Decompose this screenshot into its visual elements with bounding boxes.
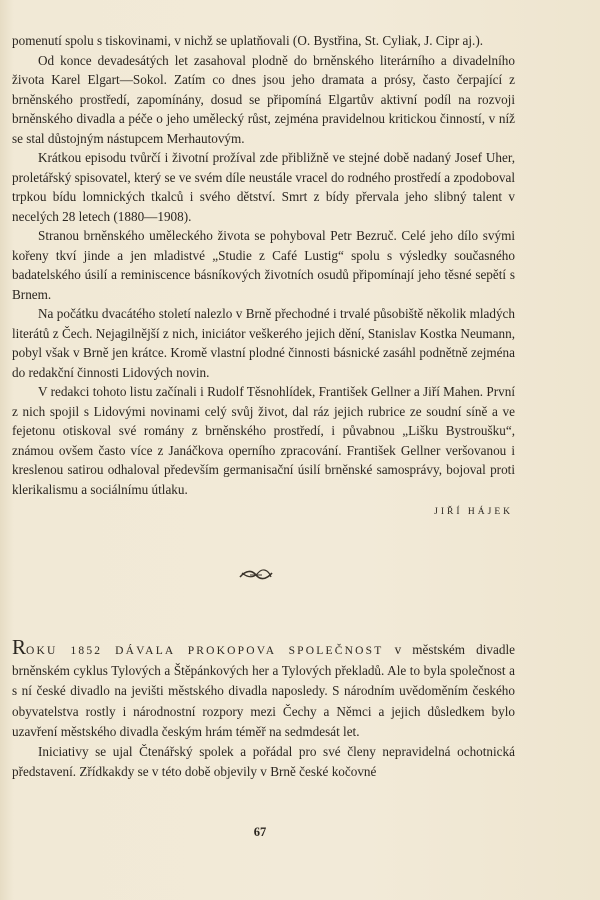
page-number: 67 [253, 825, 267, 839]
paragraph-5: Na počátku dvacátého století nalezlo v Brně přechodné i trvalé působiště několik mladých literátů z Čech. Nejagilnější z nich, iniciátor veškerého jejich dění, Stanislav Kostka Neumann, pobyl však v Brně jen krátce. Kromě vlastní plodné činnosti básnické zasáhl podnětně zejména do redakční činnosti Lidových novin. [12, 306, 515, 380]
article-hajek [12, 31, 515, 523]
lead-text: v městském divadle brněnském cyklus Tylových a Štěpánkových her a Tylových překladů. Ale to byla společnost a s ní české divadlo na jevišti městského divadla naposledy. S národním uvědoměním českého obyvatelstva rostly i národnostní rozpory mezi Čechy a Němci a jejich důsledkem bylo uzavření městského divadla českým hrám téměř na sedmdesát let. [12, 642, 515, 739]
paragraph-6: V redakci tohoto listu začínali i Rudolf Těsnohlídek, František Gellner a Jiří Mahen. První z nich spojil s Lidovými novinami celý svůj život, dal ráz jejich rubrice ze soudní síně a ve fejetonu otiskoval své romány z brněnského prostředí, i půvabnou „Lišku Bystroušku“, známou ovšem často více z Janáčkova operního zpracování. František Gellner veršovanou i kreslenou satirou odhaloval především germanisační úsilí brněnské samosprávy, bojoval proti klerikalismu a sociálnímu útlaku. [12, 384, 515, 497]
paragraph-1: pomenutí spolu s tiskovinami, v nichž se uplatňovali (O. Bystřina, St. Cyliak, J. Cipr aj.). [12, 33, 484, 48]
article-theatre [12, 635, 515, 782]
drop-cap: R [12, 635, 27, 659]
paragraph-3: Krátkou episodu tvůrčí i životní prožíval zde přibližně ve stejné době nadaný Josef Uher, proletářský spisovatel, který se ve svém díle neustále vracel do rodného prostředí a zpodoboval trpkou bídu lomnických tkalců i svého dětství. Smrt z bídy přervala jeho slibný talent v necelých 28 letech (1880—1908). [12, 150, 515, 224]
lead-paragraph [12, 635, 515, 742]
paragraph-2: Od konce devadesátých let zasahoval plodně do brněnského literárního a divadelního života Karel Elgart—Sokol. Zatím co dnes jsou jeho dramata a prósy, často čerpající z brněnského prostředí, zapomínány, dosud se připomíná Elgartův aktivní podíl na rozvoji brněnského divadla a péče o jeho umělecký růst, zejména pravidelnou kritickou činností, v níž se stal důstojným nástupcem Merhautovým. [12, 52, 515, 146]
lead-small-caps: OKU 1852 DÁVALA PROKOPOVA SPOLEČNOST [26, 645, 384, 657]
paragraph-4: Stranou brněnského uměleckého života se pohyboval Petr Bezruč. Celé jeho dílo svými kořeny tkví jinde a jen mladistvé „Studie z Café Lustig“ spolu s výsledky současného badatelského úsilí a reminiscence básníkových životních osudů připomínají jeho těsné sepětí s Brnem. [12, 228, 515, 302]
swirl-ornament-icon [238, 568, 274, 582]
author-signature: JIŘÍ HÁJEK [434, 507, 513, 517]
second-paragraph: Iniciativy se ujal Čtenářský spolek a pořádal pro své členy nepravidelná ochotnická představení. Zřídkakdy se v této době objevily v Brně české kočovné [12, 744, 515, 780]
